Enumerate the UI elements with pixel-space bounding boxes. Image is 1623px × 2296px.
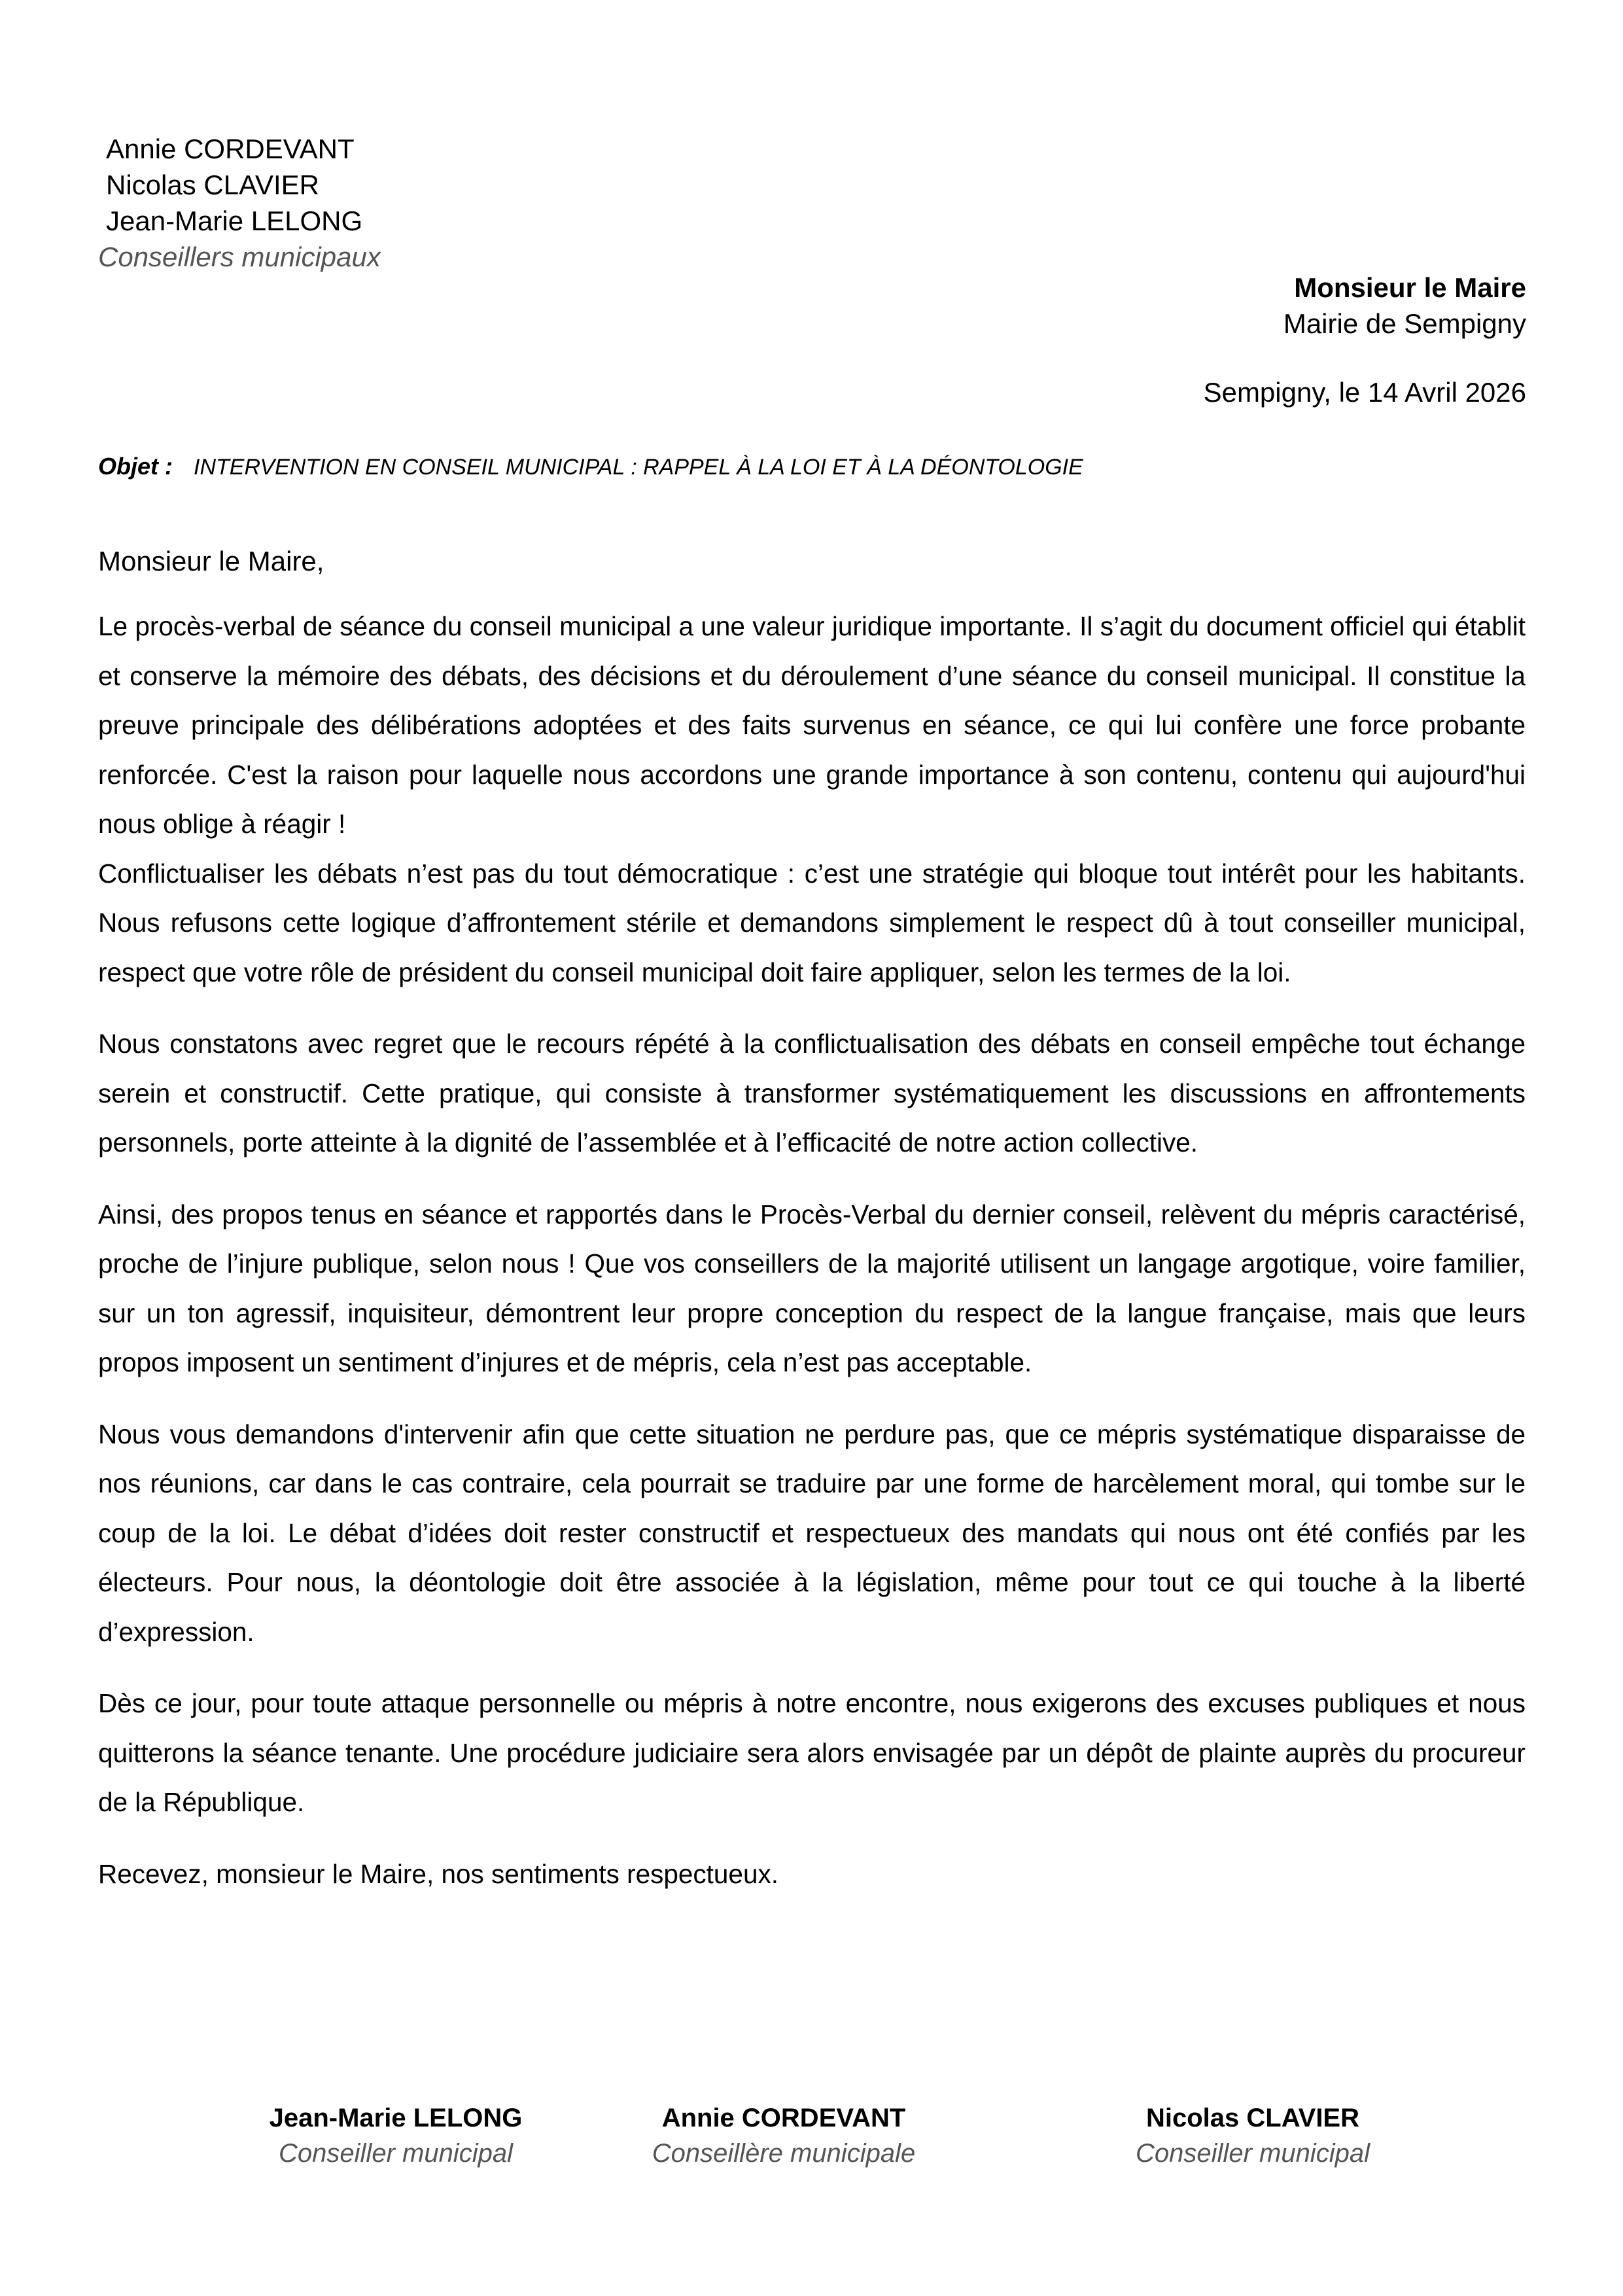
letter-body bbox=[98, 602, 1526, 1899]
body-paragraph: Nous vous demandons d'intervenir afin que cette situation ne perdure pas, que ce mépris systématique disparaisse de nos réunions, car dans le cas contraire, cela pourrait se traduire par une forme de harcèlement moral, qui tombe sur le coup de la loi. Le débat d’idées doit rester constructif et respectueux des mandats qui nous ont été confiés par les électeurs. Pour nous, la déontologie doit être associée à la législation, même pour tout ce qui touche à la liberté d’expression. bbox=[98, 1419, 1526, 1647]
date-line: Sempigny, le 14 Avril 2026 bbox=[1203, 377, 1526, 408]
recipient-name: Monsieur le Maire bbox=[1294, 272, 1526, 303]
body-paragraph: Ainsi, des propos tenus en séance et rapportés dans le Procès-Verbal du dernier conseil, relèvent du mépris caractérisé, proche de l’injure publique, selon nous ! Que vos conseillers de la majorité utilisent un langage argotique, voire familier, sur un ton agressif, inquisiteur, démontrent leur propre conception du respect de la langue française, mais que leurs propos imposent un sentiment d’injures et de mépris, cela n’est pas acceptable. bbox=[98, 1199, 1526, 1377]
salutation: Monsieur le Maire, bbox=[98, 546, 324, 576]
signature bbox=[555, 2100, 1013, 2171]
signature-role: Conseiller municipal bbox=[1136, 2139, 1370, 2168]
recipient-block bbox=[937, 270, 1526, 342]
body-paragraph: Dès ce jour, pour toute attaque personnelle ou mépris à notre encontre, nous exigerons des excuses publiques et nous quitterons la séance tenante. Une procédure judiciaire sera alors envisagée par un dépôt de plainte auprès du procureur de la République. bbox=[98, 1688, 1526, 1817]
recipient-address: Mairie de Sempigny bbox=[1283, 308, 1526, 339]
signature bbox=[1024, 2100, 1482, 2171]
closing-line: Recevez, monsieur le Maire, nos sentiments respectueux. bbox=[98, 1858, 778, 1889]
sender-name: Annie CORDEVANT bbox=[106, 133, 355, 164]
subject-line bbox=[98, 450, 1524, 484]
subject-label: Objet : bbox=[98, 453, 173, 480]
subject-text: INTERVENTION EN CONSEIL MUNICIPAL : RAPPEL À LA LOI ET À LA DÉONTOLOGIE bbox=[194, 455, 1083, 480]
body-paragraph: Conflictualiser les débats n’est pas du tout démocratique : c’est une stratégie qui bloque tout intérêt pour les habitants. Nous refusons cette logique d’affrontement stérile et demandons simplement le respect dû à tout conseiller municipal, respect que votre rôle de président du conseil municipal doit faire appliquer, selon les termes de la loi. bbox=[98, 858, 1526, 987]
signature-name: Jean-Marie LELONG bbox=[269, 2104, 523, 2132]
signature-role: Conseiller municipal bbox=[279, 2139, 513, 2168]
signature-name: Annie CORDEVANT bbox=[661, 2104, 906, 2132]
body-paragraph: Le procès-verbal de séance du conseil municipal a une valeur juridique importante. Il s’agit du document officiel qui établit et conserve la mémoire des débats, des décisions et du déroulement d’une séance du conseil municipal. Il constitue la preuve principale des délibérations adoptées et des faits survenus en séance, ce qui lui confère une force probante renforcée. C'est la raison pour laquelle nous accordons une grande importance à son contenu, contenu qui aujourd'hui nous oblige à réagir ! bbox=[98, 611, 1526, 839]
sender-name: Nicolas CLAVIER bbox=[106, 169, 319, 200]
body-paragraph: Nous constatons avec regret que le recours répété à la conflictualisation des débats en conseil empêche tout échange serein et constructif. Cette pratique, qui consiste à transformer systématiquement les discussions en affrontements personnels, porte atteinte à la dignité de l’assemblée et à l’efficacité de notre action collective. bbox=[98, 1029, 1526, 1157]
signature-role: Conseillère municipale bbox=[652, 2139, 916, 2168]
signature-block bbox=[0, 2100, 1623, 2179]
signature-name: Nicolas CLAVIER bbox=[1146, 2104, 1359, 2132]
sender-role: Conseillers municipaux bbox=[98, 241, 381, 272]
sender-block bbox=[98, 131, 687, 275]
sender-name: Jean-Marie LELONG bbox=[106, 205, 363, 236]
